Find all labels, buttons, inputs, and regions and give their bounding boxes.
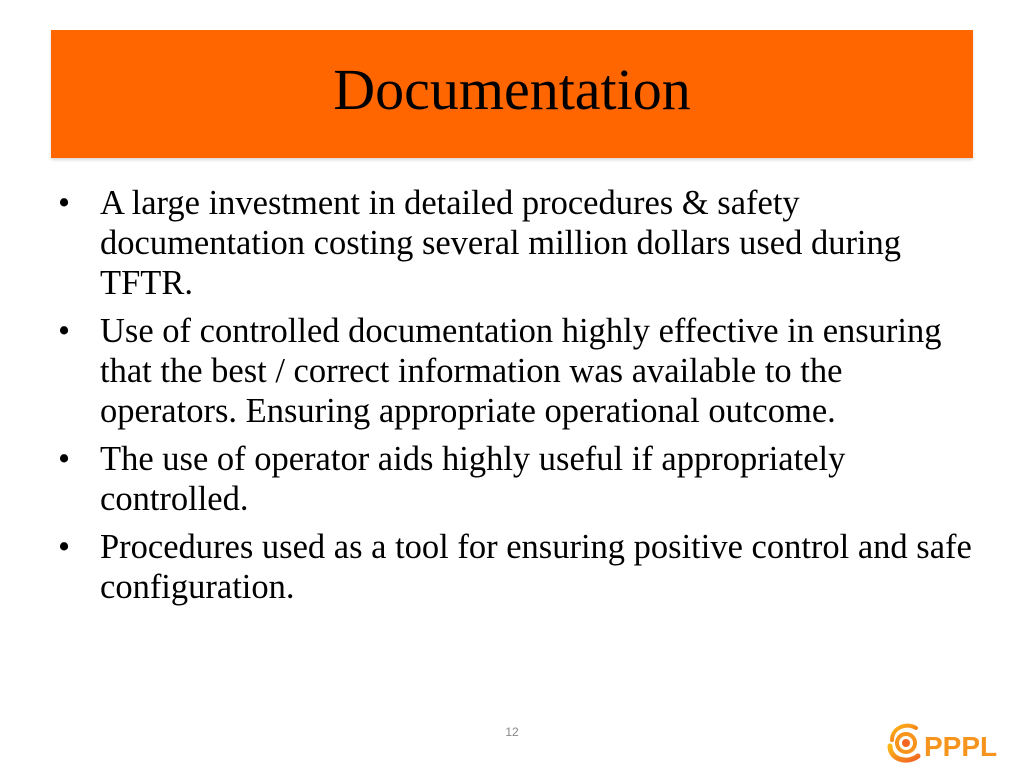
bullet-text: The use of operator aids highly useful if appropriately controlled.	[100, 440, 846, 518]
pppl-swirl-logo-icon	[886, 718, 1022, 768]
bullet-marker: •	[58, 312, 71, 350]
bullet-list	[58, 183, 973, 615]
bullet-item	[58, 311, 973, 431]
bullet-marker: •	[58, 184, 71, 222]
slide-title: Documentation	[333, 57, 691, 122]
title-bar	[51, 30, 973, 158]
page-number: 12	[505, 725, 519, 739]
bullet-marker: •	[58, 528, 71, 566]
bullet-item	[58, 439, 973, 519]
bullet-text: A large investment in detailed procedures & safety documentation costing several million dollars used during TFTR.	[100, 184, 902, 302]
bullet-item	[58, 527, 973, 607]
bullet-text: Use of controlled documentation highly effective in ensuring that the best / correct information was available to the operators. Ensuring appropriate operational outcome.	[100, 312, 942, 430]
bullet-marker: •	[58, 440, 71, 478]
pppl-logo	[886, 718, 1022, 768]
bullet-text: Procedures used as a tool for ensuring positive control and safe configuration.	[100, 528, 972, 606]
bullet-item	[58, 183, 973, 303]
logo-text: PPPL	[924, 731, 998, 762]
